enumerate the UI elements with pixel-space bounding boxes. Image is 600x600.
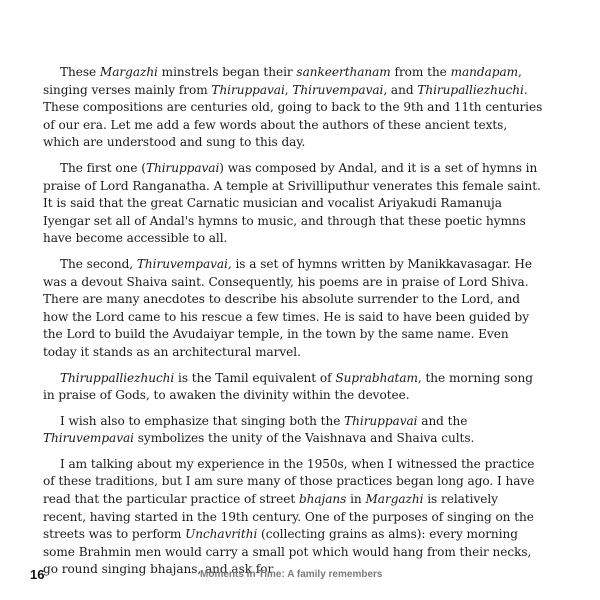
text-segment: , singing verses mainly from [43, 65, 522, 97]
running-title: Moments in Time: A family remembers [200, 569, 383, 580]
paragraph [43, 456, 543, 579]
text-segment: in [346, 492, 366, 507]
italic-text-segment: bhajans [298, 492, 347, 507]
text-segment: and the [417, 413, 468, 428]
text-segment: The first one ( [60, 160, 146, 175]
italic-text-segment: Thiruppavai [344, 413, 418, 428]
text-segment: is a set of hymns written by Manikkavasagar. He was a devout Shaiva saint. Consequently, his poems are in praise of Lord Shiva. There are many anecdotes to describe his absolute surrender to the Lord, and how the Lord came to his rescue a few times. He is said to have been guided by the Lord to build the Avudaiyar temple, in the town by the same name. Even today it stands as an architectural marvel. [43, 256, 532, 359]
text-segment: I am talking about my experience in the 1950s, when I witnessed the practice of these traditions, but I am sure many of those practices began long ago. I have read that the particular practice of street [43, 456, 535, 507]
italic-text-segment: Thiruvempavai [43, 431, 134, 446]
paragraph [43, 256, 543, 362]
text-segment: ) was composed by Andal, and it is a set of hymns in praise of Lord Ranganatha. A temple at Srivilliputhur venerates this female saint. It is said that the great Carnatic musician and vocalist Ariyakudi Ramanuja Iyengar set all of Andal's hymns to music, and through that these poetic hymns have become accessible to all. [43, 160, 541, 246]
italic-text-segment: Thiruppavai [211, 82, 285, 97]
text-segment: minstrels began their [157, 65, 297, 79]
text-segment: (collecting grains as alms): every morning some Brahmin men would carry a small pot which would hang from their necks, go round singing bhajans, and ask for [43, 527, 532, 577]
text-segment: , and [383, 82, 418, 97]
paragraph [43, 370, 543, 405]
text-segment: symbolizes the unity of the Vaishnava and Shaiva cults. [133, 431, 475, 446]
text-segment: These [60, 65, 100, 79]
text-segment: is the Tamil equivalent of [174, 370, 336, 385]
paragraph [43, 64, 543, 152]
text-segment: , [284, 82, 293, 97]
italic-text-segment: Thiruppalliezhuchi [60, 370, 175, 385]
italic-text-segment: Margazhi [99, 65, 158, 79]
page-number: 16 [30, 567, 45, 582]
page-body [43, 64, 543, 587]
text-segment: , the morning song in praise of Gods, to awaken the divinity within the devotee. [43, 370, 533, 403]
text-segment: The second, [60, 256, 137, 271]
text-segment: . These compositions are centuries old, going to back to the 9th and 11th centuries of our era. Let me add a few words about the authors of these ancient texts, which are understood and sung to this day. [43, 82, 543, 150]
italic-text-segment: Thiruvempavai, [136, 256, 232, 271]
italic-text-segment: sankeerthanam [296, 65, 391, 79]
italic-text-segment: Thirupalliezhuchi [417, 82, 524, 97]
paragraph [43, 160, 543, 248]
italic-text-segment: Unchavrithi [185, 527, 258, 542]
text-segment: I wish also to emphasize that singing both the [60, 413, 345, 428]
italic-text-segment: mandapam [450, 65, 519, 79]
text-segment: is relatively recent, having started in the 19th century. One of the purposes of singing on the streets was to perform [43, 492, 534, 542]
page-footer [0, 567, 600, 587]
text-segment: from the [390, 65, 451, 79]
italic-text-segment: Suprabhatam [335, 370, 418, 385]
italic-text-segment: Margazhi [365, 492, 424, 507]
paragraph [43, 413, 543, 448]
italic-text-segment: Thiruppavai [145, 160, 220, 175]
italic-text-segment: Thiruvempavai [292, 82, 384, 97]
